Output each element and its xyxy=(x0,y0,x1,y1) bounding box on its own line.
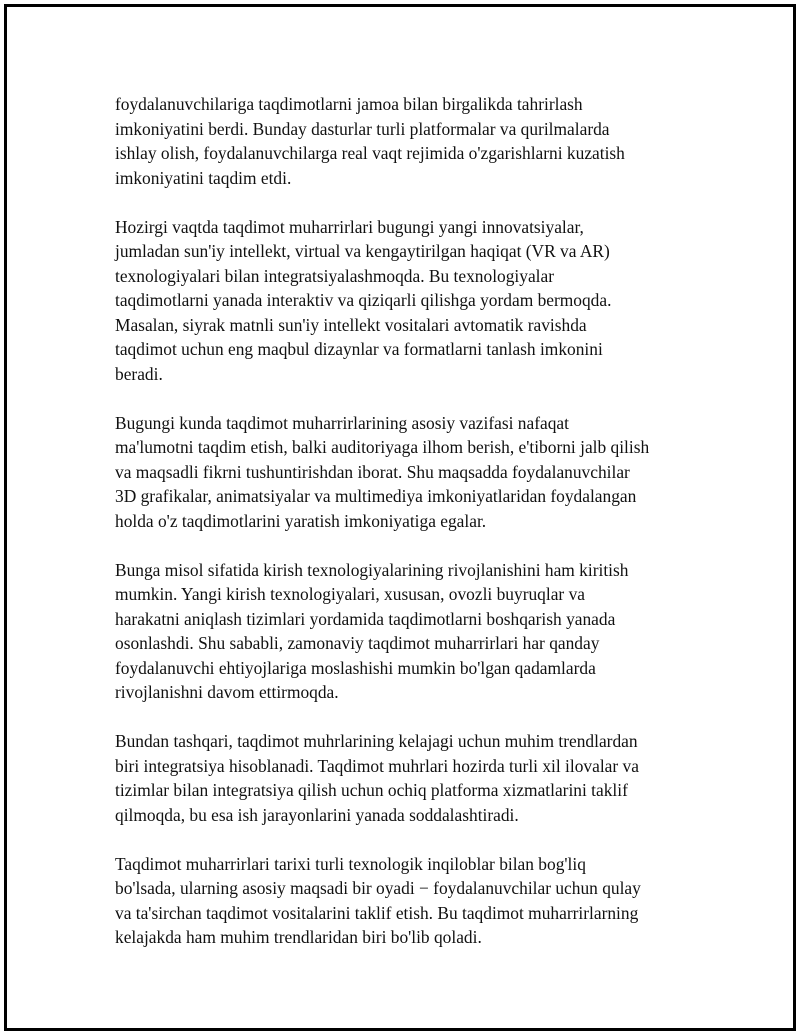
text-line: ma'lumotni taqdim etish, balki auditoriyaga ilhom berish, e'tiborni jalb qilish xyxy=(115,437,650,457)
text-line: Bunga misol sifatida kirish texnologiyalarining rivojlanishini ham kiritish xyxy=(115,559,629,580)
text-line: jumladan sun'iy intellekt, virtual va kengaytirilgan haqiqat (VR va AR) xyxy=(115,241,610,261)
text-line: Bugungi kunda taqdimot muharrirlarining asosiy vazifasi nafaqat xyxy=(115,412,569,433)
text-line: taqdimot uchun eng maqbul dizaynlar va formatlarni tanlash imkonini xyxy=(115,339,603,359)
paragraph-2 xyxy=(115,215,690,387)
text-line: taqdimotlarni yanada interaktiv va qiziqarli qilishga yordam bermoqda. xyxy=(115,290,612,310)
text-line: harakatni aniqlash tizimlari yordamida taqdimotlarni boshqarish yanada xyxy=(115,608,616,629)
text-line: beradi. xyxy=(115,363,163,384)
text-line: Hozirgi vaqtda taqdimot muharrirlari bugungi yangi innovatsiyalar, xyxy=(115,216,584,237)
text-line: mumkin. Yangi kirish texnologiyalari, xususan, ovozli buyruqlar va xyxy=(115,584,585,604)
text-line: foydalanuvchi ehtiyojlariga moslashishi mumkin bo'lgan qadamlarda xyxy=(115,657,596,678)
text-line: holda o'z taqdimotlarini yaratish imkoniyatiga egalar. xyxy=(115,510,487,531)
text-line: imkoniyatini taqdim etdi. xyxy=(115,167,292,188)
text-line: Masalan, siyrak matnli sun'iy intellekt vositalari avtomatik ravishda xyxy=(115,314,587,335)
paragraph-1 xyxy=(115,92,690,190)
text-line: 3D grafikalar, animatsiyalar va multimediya imkoniyatlaridan foydalangan xyxy=(115,486,637,506)
paragraph-3 xyxy=(115,411,690,534)
paragraph-4 xyxy=(115,558,690,705)
text-line: tizimlar bilan integratsiya qilish uchun ochiq platforma xizmatlarini taklif xyxy=(115,780,628,800)
document-body xyxy=(115,92,690,974)
text-line: va maqsadli fikrni tushuntirishdan iborat. Shu maqsadda foydalanuvchilar xyxy=(115,461,630,482)
text-line: Bundan tashqari, taqdimot muhrlarining kelajagi uchun muhim trendlardan xyxy=(115,731,638,751)
text-line: ishlay olish, foydalanuvchilarga real vaqt rejimida o'zgarishlarni kuzatish xyxy=(115,143,625,163)
text-line: qilmoqda, bu esa ish jarayonlarini yanada soddalashtiradi. xyxy=(115,804,519,825)
text-line: biri integratsiya hisoblanadi. Taqdimot muhrlari hozirda turli xil ilovalar va xyxy=(115,755,639,776)
text-line: rivojlanishni davom ettirmoqda. xyxy=(115,682,339,702)
paragraph-6 xyxy=(115,852,690,950)
text-line: bo'lsada, ularning asosiy maqsadi bir oyadi − foydalanuvchilar uchun qulay xyxy=(115,878,641,898)
text-line: Taqdimot muharrirlari tarixi turli texnologik inqiloblar bilan bog'liq xyxy=(115,853,586,874)
text-line: foydalanuvchilariga taqdimotlarni jamoa bilan birgalikda tahrirlash xyxy=(115,94,583,114)
paragraph-5 xyxy=(115,729,690,827)
text-line: va ta'sirchan taqdimot vositalarini taklif etish. Bu taqdimot muharrirlarning xyxy=(115,902,639,923)
text-line: imkoniyatini berdi. Bunday dasturlar turli platformalar va qurilmalarda xyxy=(115,118,610,139)
text-line: texnologiyalari bilan integratsiyalashmoqda. Bu texnologiyalar xyxy=(115,265,555,286)
text-line: osonlashdi. Shu sababli, zamonaviy taqdimot muharrirlari har qanday xyxy=(115,633,600,653)
text-line: kelajakda ham muhim trendlaridan biri bo'lib qoladi. xyxy=(115,927,482,947)
